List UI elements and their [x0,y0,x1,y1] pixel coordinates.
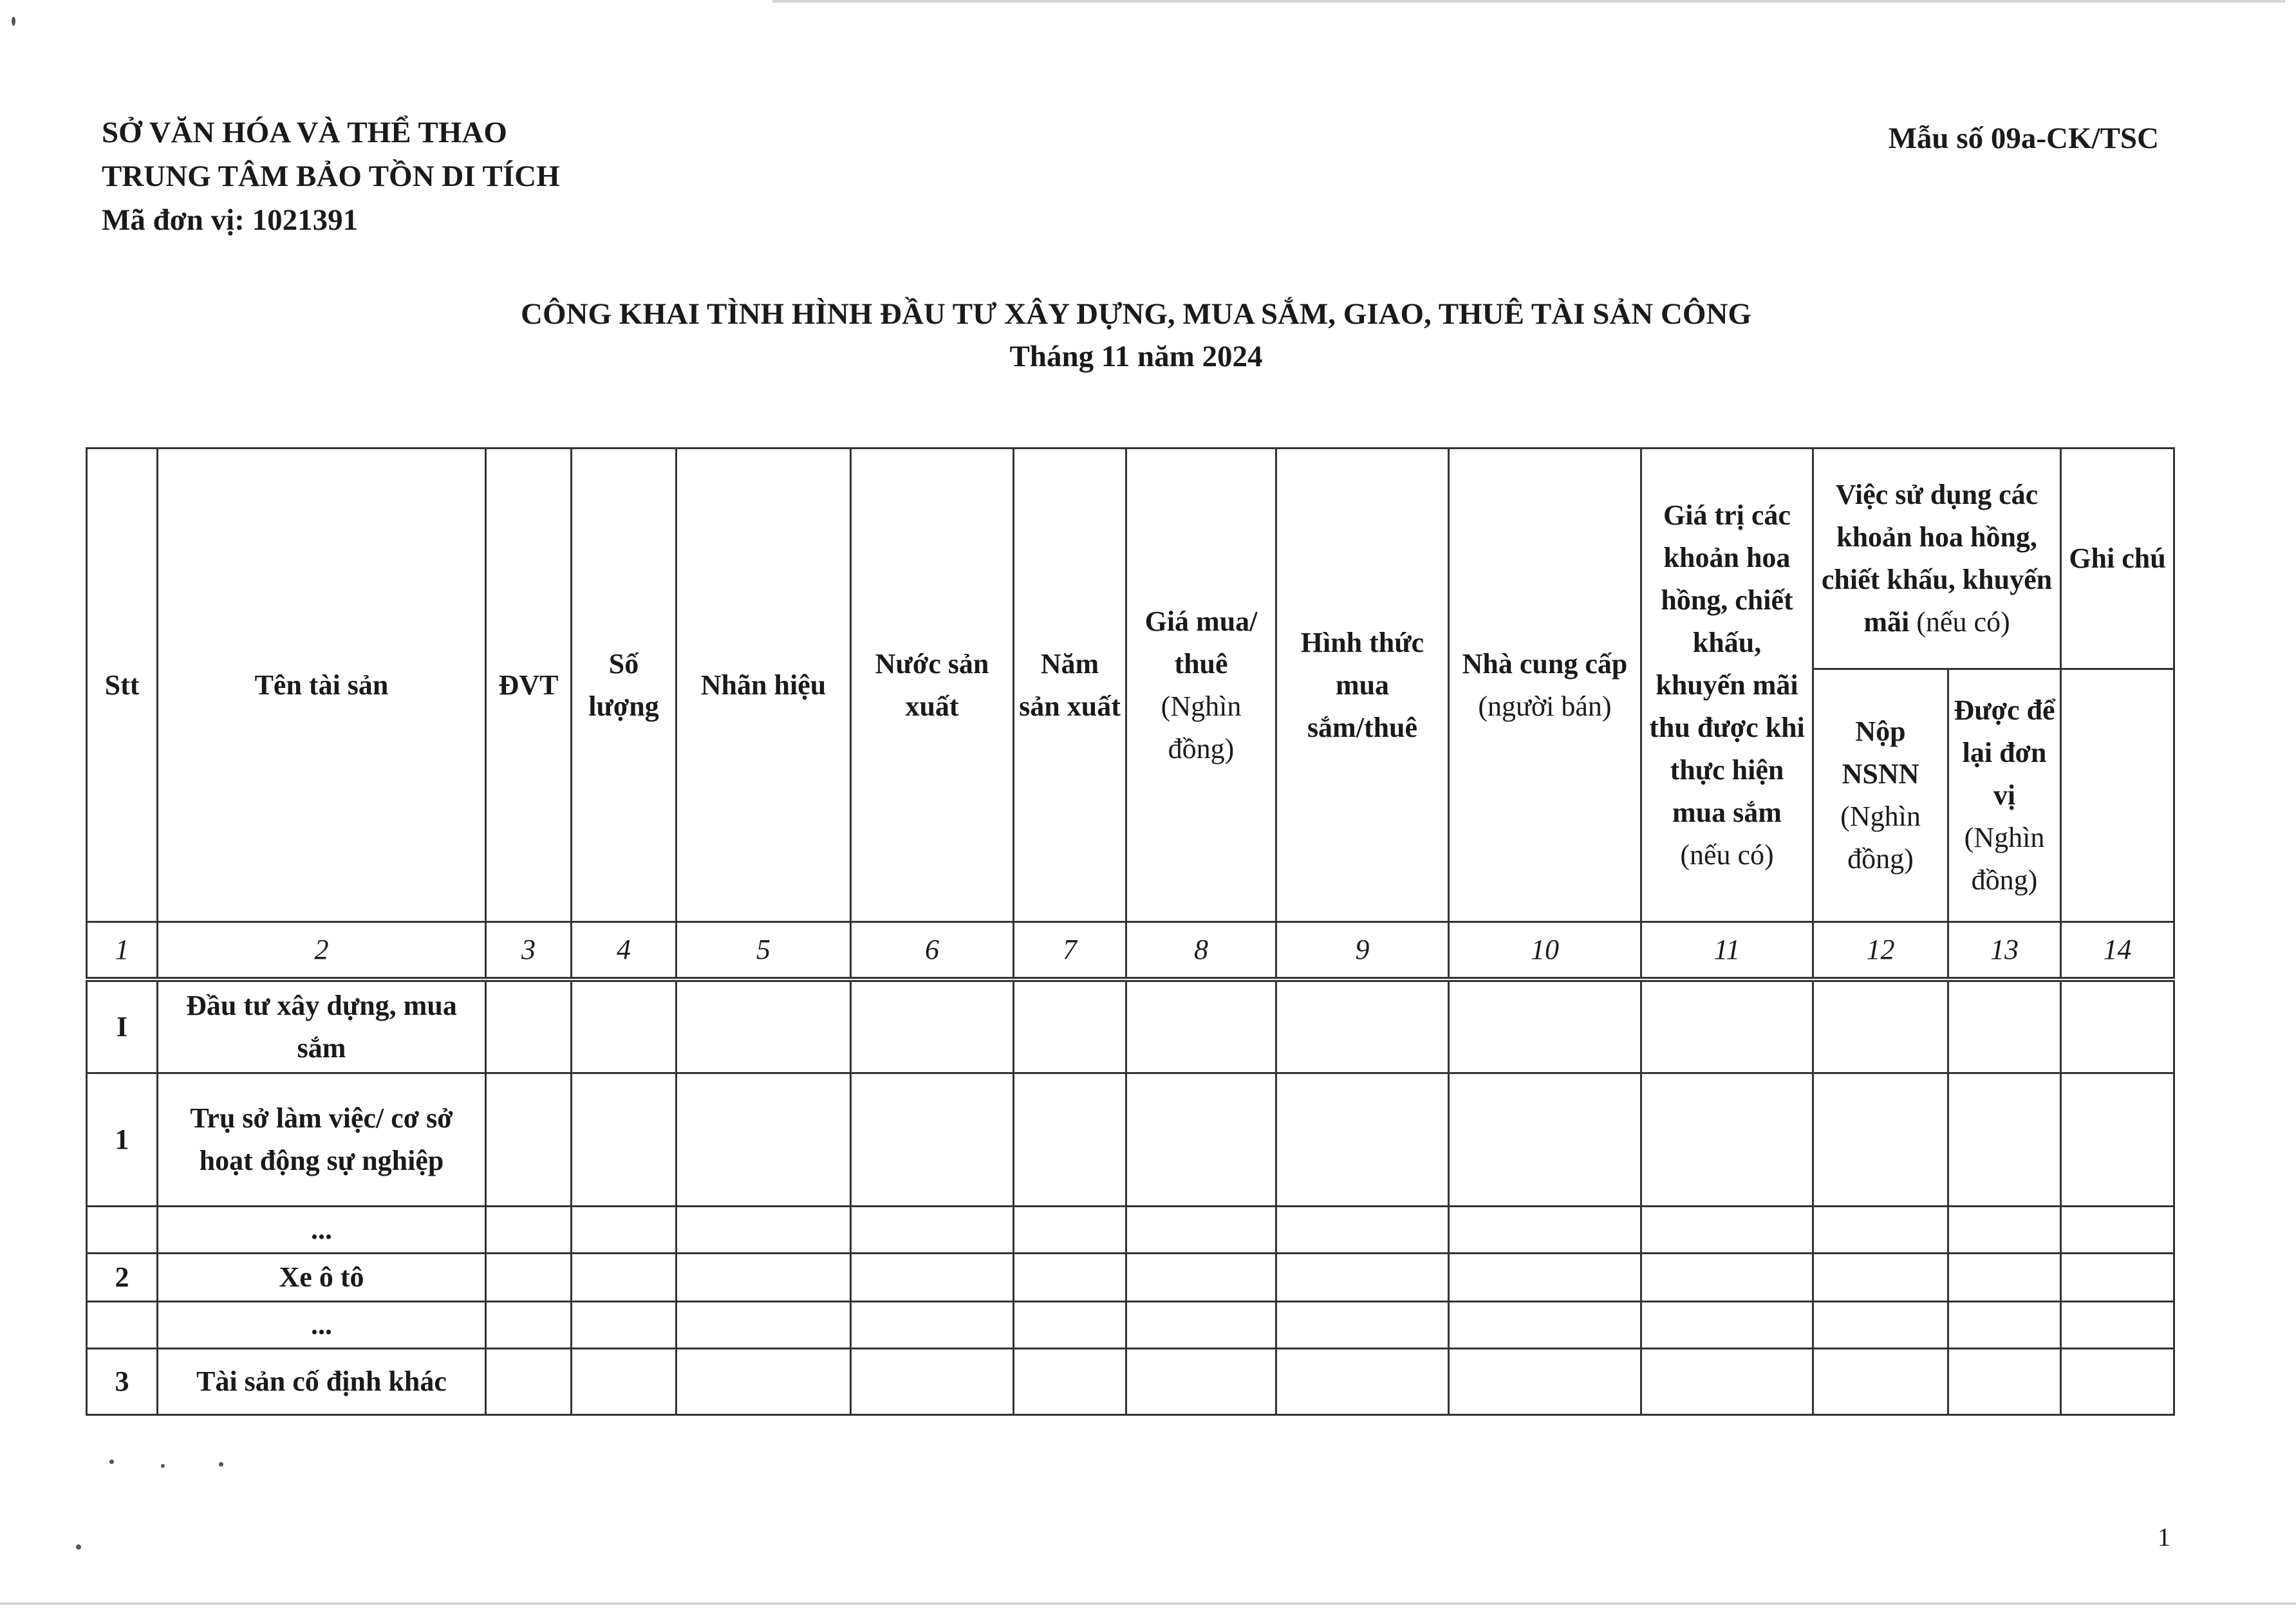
form-number: Mẫu số 09a-CK/TSC [1888,122,2159,155]
table-row [87,1254,2174,1302]
scan-edge-top [772,0,2285,3]
header-price-label: Giá mua/ thuê [1144,605,1258,680]
column-number: 2 [158,922,486,980]
header-usage-label: Việc sử dụng các khoản hoa hồng, chiết khấu, khuyến mãi [1821,479,2053,638]
header-state-budget [1813,669,1948,922]
header-year: Năm sản xuất [1014,449,1126,922]
column-number: 13 [1948,922,2061,980]
table-row [87,1207,2174,1254]
column-number: 11 [1641,922,1813,980]
scan-speck [76,1544,81,1550]
org-parent: SỞ VĂN HÓA VÀ THỂ THAO [102,116,507,149]
column-number: 3 [486,922,572,980]
row-stt [87,1207,158,1254]
table-row [87,1073,2174,1207]
row-stt: 3 [87,1349,158,1415]
row-stt: I [87,979,158,1073]
unit-code: Mã đơn vị: 1021391 [102,203,359,237]
column-number: 6 [851,922,1014,980]
row-asset-name: Trụ sở làm việc/ cơ sở hoạt động sự nghiệp [158,1073,486,1207]
title-main: CÔNG KHAI TÌNH HÌNH ĐẦU TƯ XÂY DỰNG, MUA SẮM, GIAO, THUÊ TÀI SẢN CÔNG [521,297,1751,331]
column-number: 8 [1126,922,1276,980]
header-country: Nước sản xuất [851,449,1014,922]
header-notes: Ghi chú [2061,449,2174,669]
table-row [87,979,2174,1073]
header-commission-usage [1813,449,2061,669]
scan-edge-bottom [0,1602,2296,1605]
header-retained-unit: (Nghìn đồng) [1964,822,2045,896]
header-quantity: Số lượng [572,449,677,922]
header-unit: ĐVT [486,449,572,922]
asset-table [86,447,2175,1416]
row-asset-name: ... [158,1302,486,1349]
header-asset-name: Tên tài sản [158,449,486,922]
header-supplier-note: (người bán) [1478,690,1612,722]
scan-speck [12,17,15,26]
table-row [87,1349,2174,1415]
column-number: 5 [677,922,851,980]
scan-speck [109,1459,114,1464]
header-stt: Stt [87,449,158,922]
row-stt [87,1302,158,1349]
header-commission-value [1641,449,1813,922]
header-notes-blank [2061,669,2174,922]
column-number: 7 [1014,922,1126,980]
row-asset-name: Đầu tư xây dựng, mua sắm [158,979,486,1073]
column-number: 4 [572,922,677,980]
header-commission-note: (nếu có) [1680,838,1774,871]
column-number: 9 [1276,922,1449,980]
header-supplier [1449,449,1641,922]
column-number: 10 [1449,922,1641,980]
header-retained [1948,669,2061,922]
header-supplier-label: Nhà cung cấp [1462,647,1628,680]
header-brand: Nhãn hiệu [677,449,851,922]
header-state-budget-unit: (Nghìn đồng) [1840,801,1921,875]
organization-block [102,111,560,242]
page-number: 1 [2158,1523,2170,1552]
header-price-unit: (Nghìn đồng) [1161,690,1242,764]
scan-speck [161,1464,165,1468]
scan-speck [219,1462,223,1467]
org-name: TRUNG TÂM BẢO TỒN DI TÍCH [102,160,560,193]
header-commission-label: Giá trị các khoản hoa hồng, chiết khấu, khuyến mãi thu được khi thực hiện mua sắm [1649,499,1805,828]
column-number-row [87,922,2174,980]
row-asset-name: ... [158,1207,486,1254]
row-asset-name: Tài sản cố định khác [158,1349,486,1415]
title-period: Tháng 11 năm 2024 [1009,340,1263,373]
table-row [87,1302,2174,1349]
document-title [0,293,2272,378]
row-stt: 2 [87,1254,158,1302]
header-usage-note: (nếu có) [1916,606,2010,638]
row-asset-name: Xe ô tô [158,1254,486,1302]
header-price [1126,449,1276,922]
row-stt: 1 [87,1073,158,1207]
column-number: 12 [1813,922,1948,980]
header-retained-label: Được để lại đơn vị [1954,694,2055,811]
column-number: 1 [87,922,158,980]
column-number: 14 [2061,922,2174,980]
header-state-budget-label: Nộp NSNN [1842,716,1919,790]
header-procurement-form: Hình thức mua sắm/thuê [1276,449,1449,922]
